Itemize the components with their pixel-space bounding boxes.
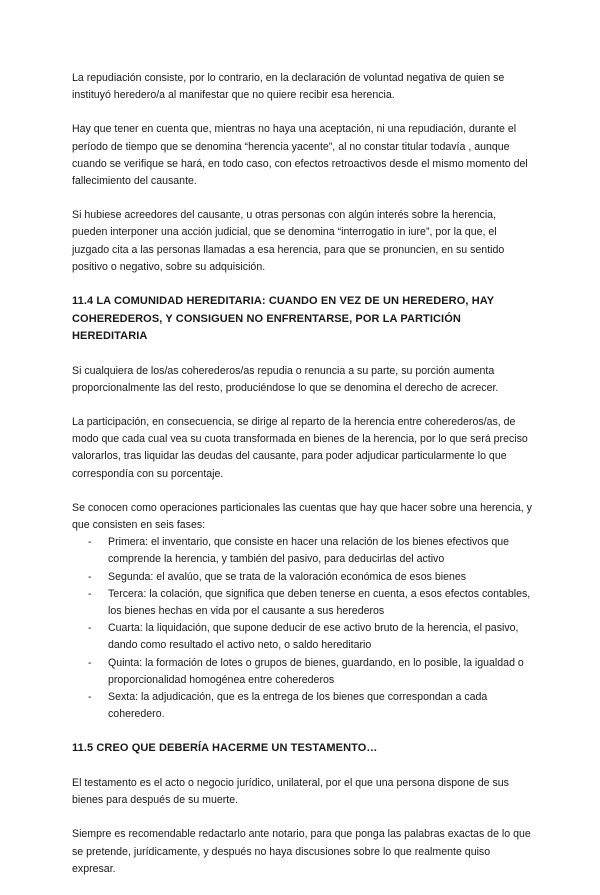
list-item <box>72 569 532 586</box>
bullet-dash: - <box>88 536 92 549</box>
phase-text: Segunda: el avalúo, que se trata de la valoración económica de esos bienes <box>108 570 467 583</box>
paragraph-herencia-yacente: Hay que tener en cuenta que, mientras no haya una aceptación, ni una repudiación, durante el período de tiempo que se denomina “herencia yacente”, al no constar titular todavía , aunque cuando se verifique se hará, en todo caso, con efectos retroactivos desde el mismo momento del fallecimiento del causante. <box>72 123 528 188</box>
paragraph-interrogatio: Si hubiese acreedores del causante, u otras personas con algún interés sobre la herencia, pueden interponer una acción judicial, que se denomina “interrogatio in iure”, por la que, el juzgado cita a las personas llamadas a esa herencia, para que se pronuncien, en su sentido positivo o negativo, sobre su adquisición. <box>72 209 505 273</box>
bullet-dash: - <box>88 587 92 600</box>
paragraph-participacion: La participación, en consecuencia, se dirige al reparto de la herencia entre coherederos/as, de modo que cada cual vea su cuota transformada en bienes de la herencia, por lo que será preciso valorarlos, tras liquidar las deudas del causante, para poder adjudicar particularmente lo que correspondía con su porcentaje. <box>72 415 528 480</box>
phases-list <box>72 534 532 723</box>
bullet-dash: - <box>88 656 92 669</box>
phase-text: Quinta: la formación de lotes o grupos de bienes, guardando, en lo posible, la igualdad o proporcionalidad homogénea entre coherederos <box>108 656 524 686</box>
list-item <box>72 534 532 568</box>
section-heading-11-5: 11.5 CREO QUE DEBERÍA HACERME UN TESTAMENTO… <box>72 742 378 755</box>
paragraph-repudiacion: La repudiación consiste, por lo contrario, en la declaración de voluntad negativa de quien se instituyó heredero/a al manifestar que no quiere recibir esa herencia. <box>72 72 505 102</box>
phase-text: Sexta: la adjudicación, que es la entrega de los bienes que correspondan a cada coheredero. <box>108 690 488 721</box>
paragraph-notario: Siempre es recomendable redactarlo ante notario, para que ponga las palabras exactas de lo que se pretende, jurídicamente, y después no haya discusiones sobre lo que realmente quiso expresar. <box>72 828 531 875</box>
phase-text: Primera: el inventario, que consiste en hacer una relación de los bienes efectivos que comprende la herencia, y también del pasivo, para deducirlas del activo <box>108 536 510 566</box>
phase-text: Cuarta: la liquidación, que supone deducir de ese activo bruto de la herencia, el pasivo, dando como resultado el activo neto, o saldo hereditario <box>108 622 519 652</box>
list-item <box>72 655 532 689</box>
paragraph-derecho-acrecer: Si cualquiera de los/as coherederos/as repudia o renuncia a su parte, su porción aumenta proporcionalmente las del resto, produciéndose lo que se denomina el derecho de acrecer. <box>72 364 499 394</box>
section-heading-11-4: 11.4 LA COMUNIDAD HEREDITARIA: CUANDO EN VEZ DE UN HEREDERO, HAY COHEREDEROS, Y CONSIGUEN NO ENFRENTARSE, POR LA PARTICIÓN HEREDITARIA <box>72 295 495 343</box>
bullet-dash: - <box>88 570 92 583</box>
paragraph-testamento: El testamento es el acto o negocio jurídico, unilateral, por el que una persona dispone de sus bienes para después de su muerte. <box>72 776 509 807</box>
list-item <box>72 586 532 620</box>
list-item <box>72 620 532 654</box>
paragraph-operaciones-particionales: Se conocen como operaciones particionales las cuentas que hay que hacer sobre una herencia, y que consisten en seis fases: <box>72 501 532 531</box>
list-item <box>72 689 532 723</box>
bullet-dash: - <box>88 622 92 635</box>
bullet-dash: - <box>88 690 92 703</box>
document-page <box>72 70 532 895</box>
phase-text: Tercera: la colación, que significa que deben tenerse en cuenta, a esos efectos contables, los bienes hechas en vida por el causante a sus herederos <box>108 587 531 617</box>
